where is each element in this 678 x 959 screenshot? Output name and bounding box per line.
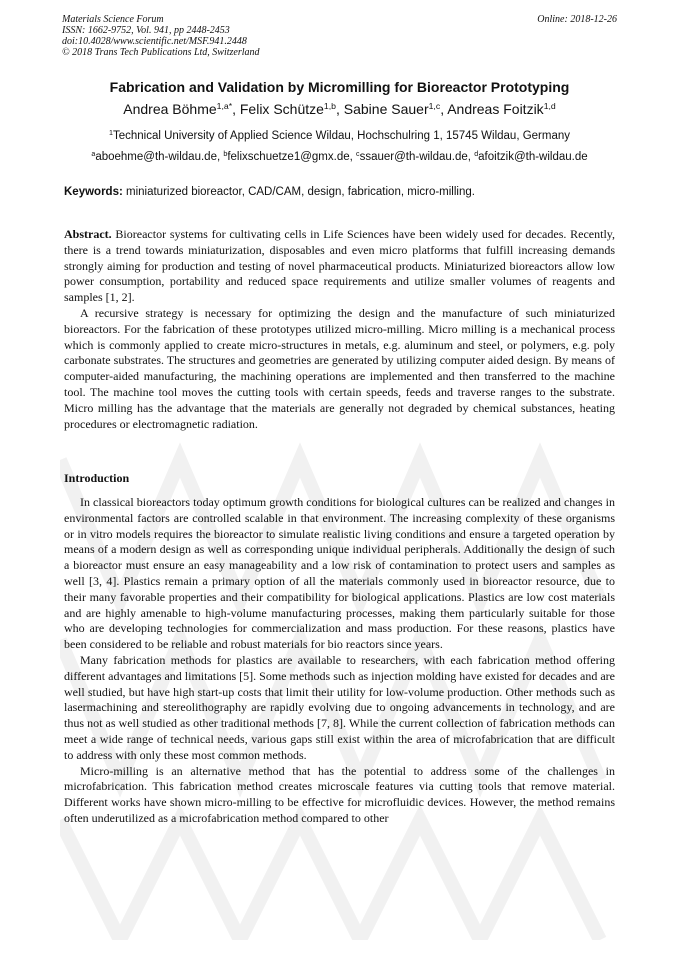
email-link[interactable]: aboehme@th-wildau.de, <box>95 151 221 163</box>
affiliation-text: Technical University of Applied Science Wildau, Hochschulring 1, 15745 Wildau, Germany <box>112 130 570 142</box>
keywords-label: Keywords: <box>64 186 123 198</box>
author-affiliation-mark: 1,c <box>428 101 441 112</box>
copyright-line: © 2018 Trans Tech Publications Ltd, Switzerland <box>62 47 260 58</box>
email-mark: d <box>474 150 479 159</box>
online-date: Online: 2018-12-26 <box>537 14 617 25</box>
email-mark: a <box>91 150 96 159</box>
author-name: Sabine Sauer <box>343 101 429 117</box>
body-paragraph: Micro-milling is an alternative method that has the potential to address some of the challenges in microfabrication. This fabrication method creates microscale features via cutting tools that remove material. Different works have shown micro-milling to be effective for microfluidic devices. However, the method remains often underutilized as a microfabrication method compared to other <box>64 763 615 825</box>
author-affiliation-mark: 1,d <box>543 101 556 112</box>
body-paragraph: Many fabrication methods for plastics are available to researchers, with each fabrication method offering different advantages and limitations [5]. Some methods such as injection molding have existed for decades and are well studied, but have high start-up costs that limit their utility for low-volume production. Other methods such as lasermachining and stereolithography are rapidly evolving due to ongoing advancements in technology, and are thus not as well studied as other traditional methods [7, 8]. While the current collection of fabrication methods can meet a wide range of technical needs, various gaps still exist within the area of microfabrication that are difficult to address with only these most common methods. <box>64 652 615 762</box>
author-name: Felix Schütze <box>239 101 324 117</box>
author-affiliation-mark: 1,a* <box>216 101 233 112</box>
abstract-paragraph <box>64 227 615 306</box>
introduction-section <box>64 495 615 827</box>
keywords-text: miniaturized bioreactor, CAD/CAM, design, fabrication, micro-milling. <box>126 186 475 198</box>
issn-line: ISSN: 1662-9752, Vol. 941, pp 2448-2453 <box>62 25 230 36</box>
email-link[interactable]: felixschuetze1@gmx.de, <box>227 151 353 163</box>
abstract-section <box>64 227 615 432</box>
email-link[interactable]: afoitzik@th-wildau.de <box>478 151 588 163</box>
email-link[interactable]: ssauer@th-wildau.de, <box>359 151 471 163</box>
author-affiliation-mark: 1,b <box>323 101 336 112</box>
abstract-text: Bioreactor systems for cultivating cells in Life Sciences have been widely used for decades. Recently, there is a trend towards miniaturization, disposables and even micro platforms that fulfill increasing demands strongly aiming for production and testing of novel pharmaceutical products. Miniaturized bioreactors allow low power consumption, portability and reduced space requirements and utilize smaller volumes of reagents and samples [1, 2]. <box>64 227 616 305</box>
journal-name: Materials Science Forum <box>62 14 164 25</box>
abstract-label: Abstract. <box>64 227 112 241</box>
doi-line: doi:10.4028/www.scientific.net/MSF.941.2448 <box>62 36 247 47</box>
affiliation <box>62 130 617 142</box>
email-mark: c <box>356 150 360 159</box>
author-list: Andrea Böhme$^{1,a*}$, Felix Schütze$^{1,b}$, Sabine Sauer$^{1,c}$, Andreas Foitzik$^{1,d}$ <box>123 101 556 117</box>
keywords-line <box>64 186 619 198</box>
body-paragraph: In classical bioreactors today optimum growth conditions for biological cultures can be realized and changes in environmental factors are controlled scalable in that environment. The increasing complexity of these organisms or in vitro models requires the bioreactor to simulate realistic living conditions and ensure a targeted operation by means of a modern design as well as corresponding unique individual peripherals. Additionally the design of such a bioreactor must ensure an easy manageability and a low risk of contamination to protect users and samples as well [3, 4]. Plastics remain a primary option of all the materials commonly used in bioreactor resource, due to their many favorable properties and their compatibility for biological applications. Plastics are low cost materials and are highly amenable to high-volume manufacturing processes, making them particularly suitable for those who are developing technologies for commercialization and mass production. For these reasons, plastics have been considered to be reliable and robust materials for bio reactors since years. <box>64 495 615 652</box>
email-list <box>62 151 617 163</box>
email-mark: b <box>223 150 228 159</box>
affiliation-mark: 1 <box>109 129 113 138</box>
section-heading: Introduction <box>64 471 130 485</box>
journal-header <box>62 14 617 58</box>
author-name: Andrea Böhme <box>123 101 217 117</box>
paper-title: Fabrication and Validation by Micromilling for Bioreactor Prototyping <box>109 79 570 95</box>
abstract-paragraph: A recursive strategy is necessary for optimizing the design and the manufacture of such miniaturized bioreactors. For the fabrication of these prototypes utilized micro-milling. Micro milling is a mechanical process which is commonly applied to create micro-structures in metals, e.g. aluminum and steel, or polymers, e.g. poly carbonate substrates. The structures and geometries are generated by utilizing computer aided design. By means of computer-aided manufacturing, the machining operations are implemented and then transferred to the machine tool. The machine tool moves the cutting tools with certain speeds, feeds and traverse ranges to the substrate. Micro milling has the advantage that the materials are generally not degraded by chemical substances, heating procedures or electromagnetic radiation. <box>64 305 615 431</box>
author-name: Andreas Foitzik <box>447 101 544 117</box>
